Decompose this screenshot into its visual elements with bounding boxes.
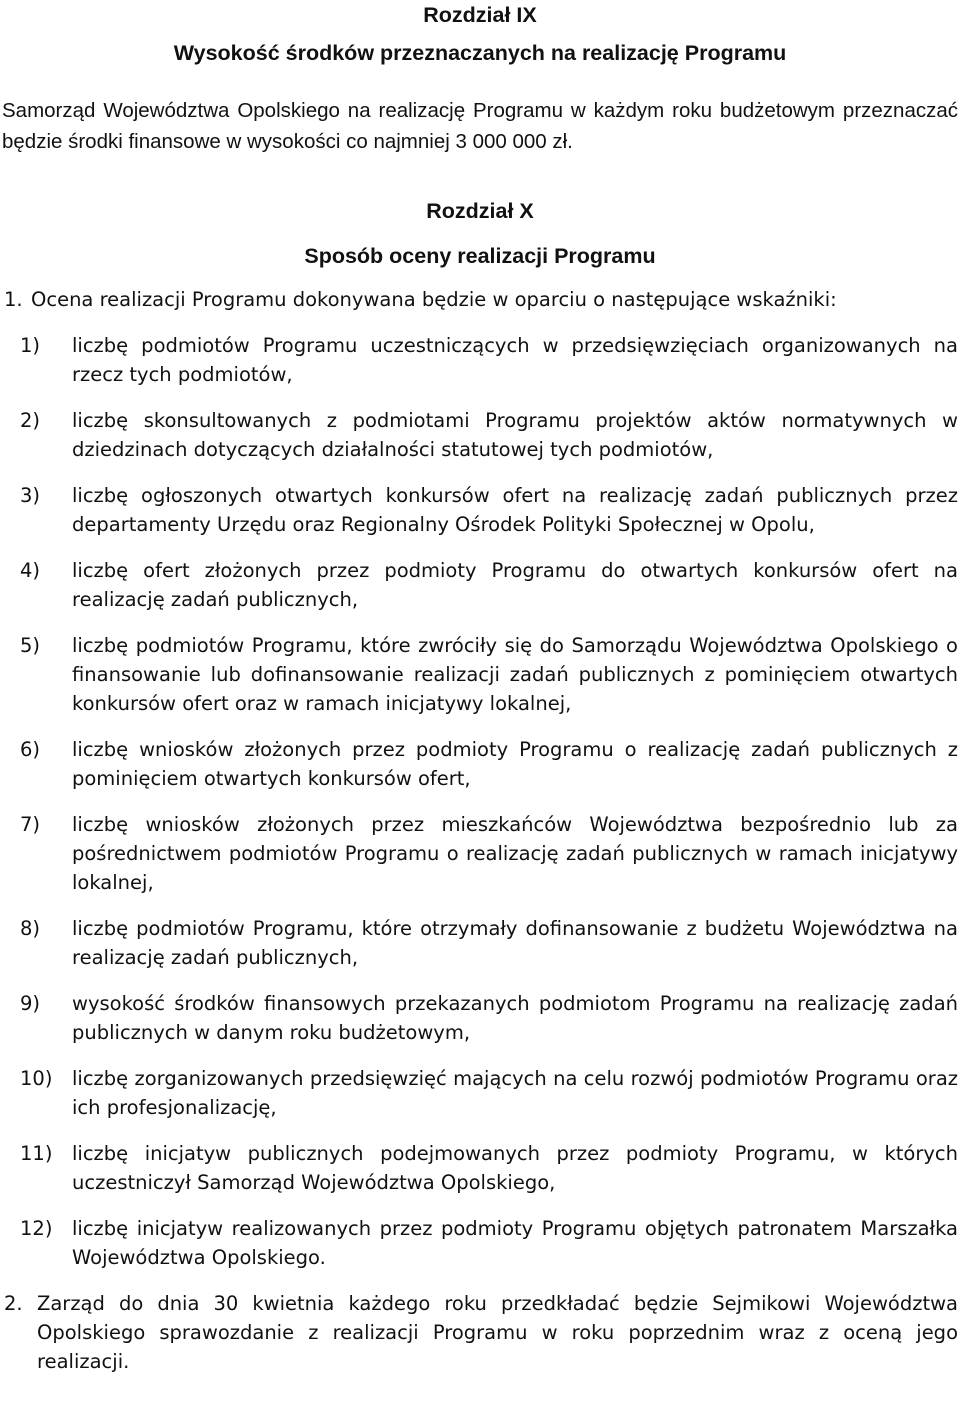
indicator-list — [0, 331, 960, 1272]
list-item-number: 10) — [20, 1067, 53, 1090]
list-item-text: liczbę wniosków złożonych przez podmioty Programu o realizację zadań publicznych z pominięciem otwartych konkursów ofert, — [72, 738, 958, 790]
list-item-text: liczbę ogłoszonych otwartych konkursów ofert na realizację zadań publicznych przez departamenty Urzędu oraz Regionalny Ośrodek Polityki Społecznej w Opolu, — [72, 484, 958, 536]
list-item — [0, 1139, 960, 1197]
list-item-number: 6) — [20, 738, 41, 761]
list-item — [0, 331, 960, 389]
list-item — [0, 810, 960, 897]
list-item-text: wysokość środków finansowych przekazanych podmiotom Programu na realizację zadań publicznych w danym roku budżetowym, — [72, 992, 958, 1044]
chapter-10-subheading: Sposób oceny realizacji Programu — [304, 244, 656, 268]
list-item-number: 1) — [20, 334, 41, 357]
list-item-number: 12) — [20, 1217, 53, 1240]
chapter-9-paragraph: Samorząd Województwa Opolskiego na realizację Programu w każdym roku budżetowym przeznaczać będzie środki finansowe w wysokości co najmniej 3 000 000 zł. — [2, 99, 958, 153]
list-item — [0, 1214, 960, 1272]
point-2-text: Zarząd do dnia 30 kwietnia każdego roku przedkładać będzie Sejmikowi Województwa Opolskiego sprawozdanie z realizacji Programu w roku poprzednim wraz z oceną jego realizacji. — [37, 1292, 958, 1373]
point-1-text: Ocena realizacji Programu dokonywana będzie w oparciu o następujące wskaźniki: — [31, 288, 837, 311]
list-item-number: 4) — [20, 559, 41, 582]
list-item — [0, 406, 960, 464]
list-item-number: 5) — [20, 634, 41, 657]
list-item — [0, 914, 960, 972]
list-item — [0, 735, 960, 793]
list-item-number: 2) — [20, 409, 41, 432]
point-2-number: 2. — [4, 1292, 23, 1315]
list-item — [0, 631, 960, 718]
list-item-number: 3) — [20, 484, 41, 507]
point-1-number: 1. — [4, 288, 23, 311]
list-item — [0, 481, 960, 539]
list-item-number: 8) — [20, 917, 41, 940]
list-item — [0, 989, 960, 1047]
list-item-text: liczbę wniosków złożonych przez mieszkańców Województwa bezpośrednio lub za pośrednictwem podmiotów Programu o realizację zadań publicznych w ramach inicjatywy lokalnej, — [72, 813, 958, 894]
list-item-number: 7) — [20, 813, 41, 836]
list-item — [0, 556, 960, 614]
list-item-text: liczbę podmiotów Programu, które otrzymały dofinansowanie z budżetu Województwa na realizację zadań publicznych, — [72, 917, 958, 969]
chapter-10-heading: Rozdział X — [426, 199, 534, 223]
list-item-text: liczbę skonsultowanych z podmiotami Programu projektów aktów normatywnych w dziedzinach dotyczących działalności statutowej tych podmiotów, — [72, 409, 958, 461]
list-item-number: 9) — [20, 992, 41, 1015]
list-item-text: liczbę inicjatyw publicznych podejmowanych przez podmioty Programu, w których uczestniczył Samorząd Województwa Opolskiego, — [72, 1142, 958, 1194]
list-item-text: liczbę zorganizowanych przedsięwzięć mających na celu rozwój podmiotów Programu oraz ich profesjonalizację, — [72, 1067, 958, 1119]
list-item-text: liczbę podmiotów Programu, które zwróciły się do Samorządu Województwa Opolskiego o finansowanie lub dofinansowanie realizacji zadań publicznych z pominięciem otwartych konkursów ofert oraz w ramach inicjatywy lokalnej, — [72, 634, 958, 715]
list-item-text: liczbę inicjatyw realizowanych przez podmioty Programu objętych patronatem Marszałka Województwa Opolskiego. — [72, 1217, 958, 1269]
chapter-9-subheading: Wysokość środków przeznaczanych na realizację Programu — [173, 41, 787, 65]
point-1 — [0, 285, 960, 314]
list-item-text: liczbę ofert złożonych przez podmioty Programu do otwartych konkursów ofert na realizację zadań publicznych, — [72, 559, 958, 611]
point-2 — [0, 1289, 960, 1376]
list-item-number: 11) — [20, 1142, 53, 1165]
chapter-9-heading: Rozdział IX — [423, 3, 537, 27]
list-item-text: liczbę podmiotów Programu uczestniczących w przedsięwzięciach organizowanych na rzecz tych podmiotów, — [72, 334, 958, 386]
list-item — [0, 1064, 960, 1122]
